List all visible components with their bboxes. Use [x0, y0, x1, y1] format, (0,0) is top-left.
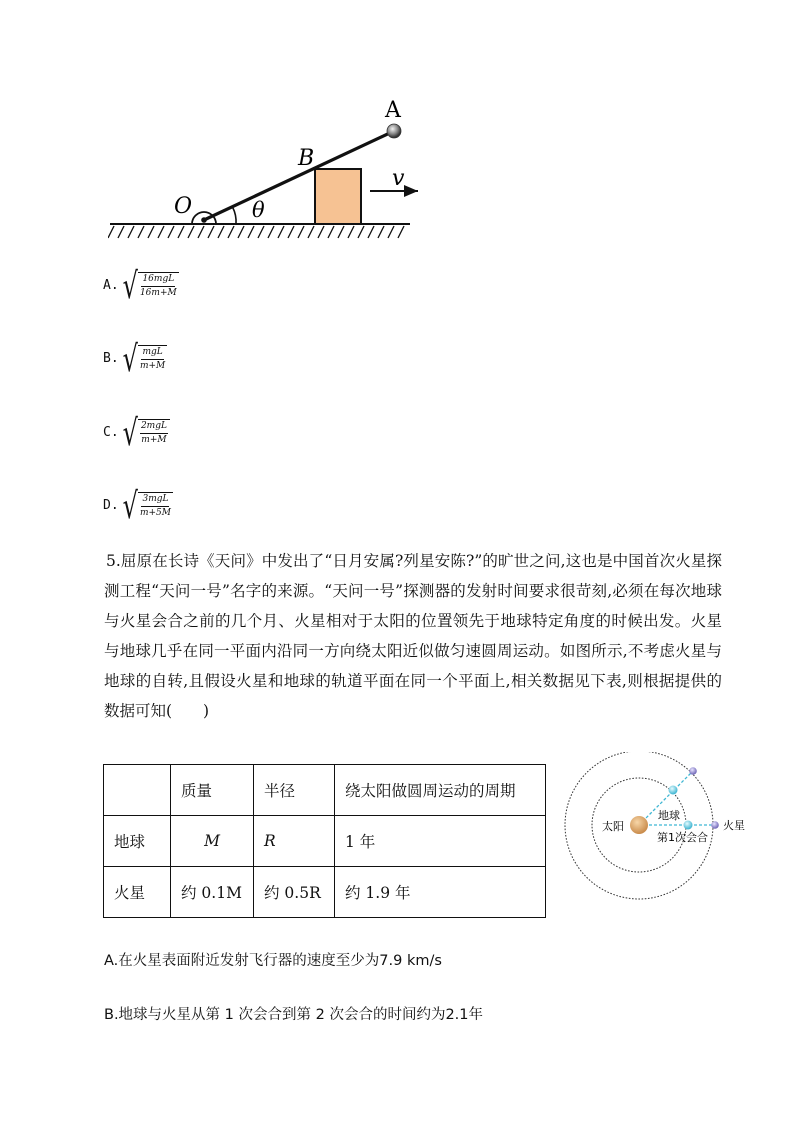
ball-A: [387, 124, 401, 138]
ground-hatching: [108, 226, 404, 238]
fraction: [138, 272, 179, 299]
sqrt-expression: [122, 264, 179, 307]
question-5-text: 5.屈原在长诗《天问》中发出了“日月安属?列星安陈?”的旷世之问,这也是中国首次火星探测工程“天问一号”名字的来源。“天问一号”探测器的发射时间要求很苛刻,必须在每次地球与火星会合之前的几个月、火星相对于太阳的位置领先于地球特定角度的时候出发。火星与地球几乎在同一平面内沿同一方向绕太阳近似做匀速圆周运动。如图所示,不考虑火星与地球的自转,且假设火星和地球的轨道平面在同一个平面上,相关数据见下表,则根据提供的数据可知( ): [104, 552, 722, 720]
option-a[interactable]: [103, 264, 179, 307]
sqrt-expression: [122, 337, 168, 380]
option-letter: A.: [103, 278, 119, 293]
table-cell: 约 1.9 年: [335, 867, 546, 918]
table-cell: 1 年: [335, 816, 546, 867]
answer-a[interactable]: A.在火星表面附近发射飞行器的速度至少为7.9 km/s: [104, 953, 442, 969]
label-mars: 火星: [723, 819, 745, 832]
option-letter: D.: [103, 498, 119, 513]
table-cell: R: [254, 816, 335, 867]
table-cell: M: [171, 816, 254, 867]
table-header-row: [104, 765, 546, 816]
rod: [204, 131, 394, 220]
label-v: v: [392, 166, 405, 191]
table-header-cell: [104, 765, 171, 816]
table-cell: 火星: [104, 867, 171, 918]
table-cell: 约 0.5R: [254, 867, 335, 918]
answer-b[interactable]: B.地球与火星从第 1 次会合到第 2 次会合的时间约为2.1年: [104, 1007, 484, 1023]
fraction: [138, 345, 167, 372]
numerator: mgL: [141, 347, 163, 360]
label-earth: 地球: [658, 809, 680, 822]
sqrt-expression: [122, 484, 173, 527]
option-letter: C.: [103, 425, 119, 440]
earth-1: [669, 786, 678, 795]
option-d[interactable]: [103, 484, 173, 527]
fraction: [138, 419, 170, 446]
denominator: m+M: [139, 361, 166, 371]
numerator: 16mgL: [141, 274, 175, 287]
planet-data-table: [103, 764, 546, 918]
option-letter: B.: [103, 351, 119, 366]
fraction: [138, 492, 173, 519]
angle-arc: [233, 207, 237, 224]
earth-2: [684, 821, 693, 830]
table-header-cell: 半径: [254, 765, 335, 816]
label-A: A: [385, 98, 401, 123]
table-header-cell: 绕太阳做圆周运动的周期: [335, 765, 546, 816]
block: [315, 169, 361, 224]
sun: [630, 816, 648, 834]
label-theta: θ: [252, 198, 265, 222]
label-conjunction: 第1次会合: [657, 831, 708, 844]
sqrt-expression: [122, 411, 170, 454]
denominator: 16m+M: [139, 288, 177, 298]
denominator: m+M: [141, 435, 167, 445]
sqrt-sign-icon: √: [122, 484, 138, 527]
rod-block-figure: [108, 95, 418, 245]
label-B: B: [298, 146, 315, 171]
option-c[interactable]: [103, 411, 170, 454]
table-cell: 地球: [104, 816, 171, 867]
table-header-cell: 质量: [171, 765, 254, 816]
label-sun: 太阳: [602, 820, 624, 833]
option-b[interactable]: [103, 337, 167, 380]
label-O: O: [174, 194, 193, 219]
sqrt-sign-icon: √: [122, 411, 138, 454]
sqrt-sign-icon: √: [122, 337, 138, 380]
mars-2: [711, 821, 719, 829]
table-cell: 约 0.1M: [171, 867, 254, 918]
table-row: [104, 867, 546, 918]
mars-1: [689, 767, 697, 775]
sqrt-sign-icon: √: [122, 264, 138, 307]
orbit-figure: [562, 752, 762, 932]
numerator: 2mgL: [140, 421, 168, 434]
denominator: m+5M: [139, 508, 171, 518]
table-row: [104, 816, 546, 867]
numerator: 3mgL: [141, 494, 169, 507]
